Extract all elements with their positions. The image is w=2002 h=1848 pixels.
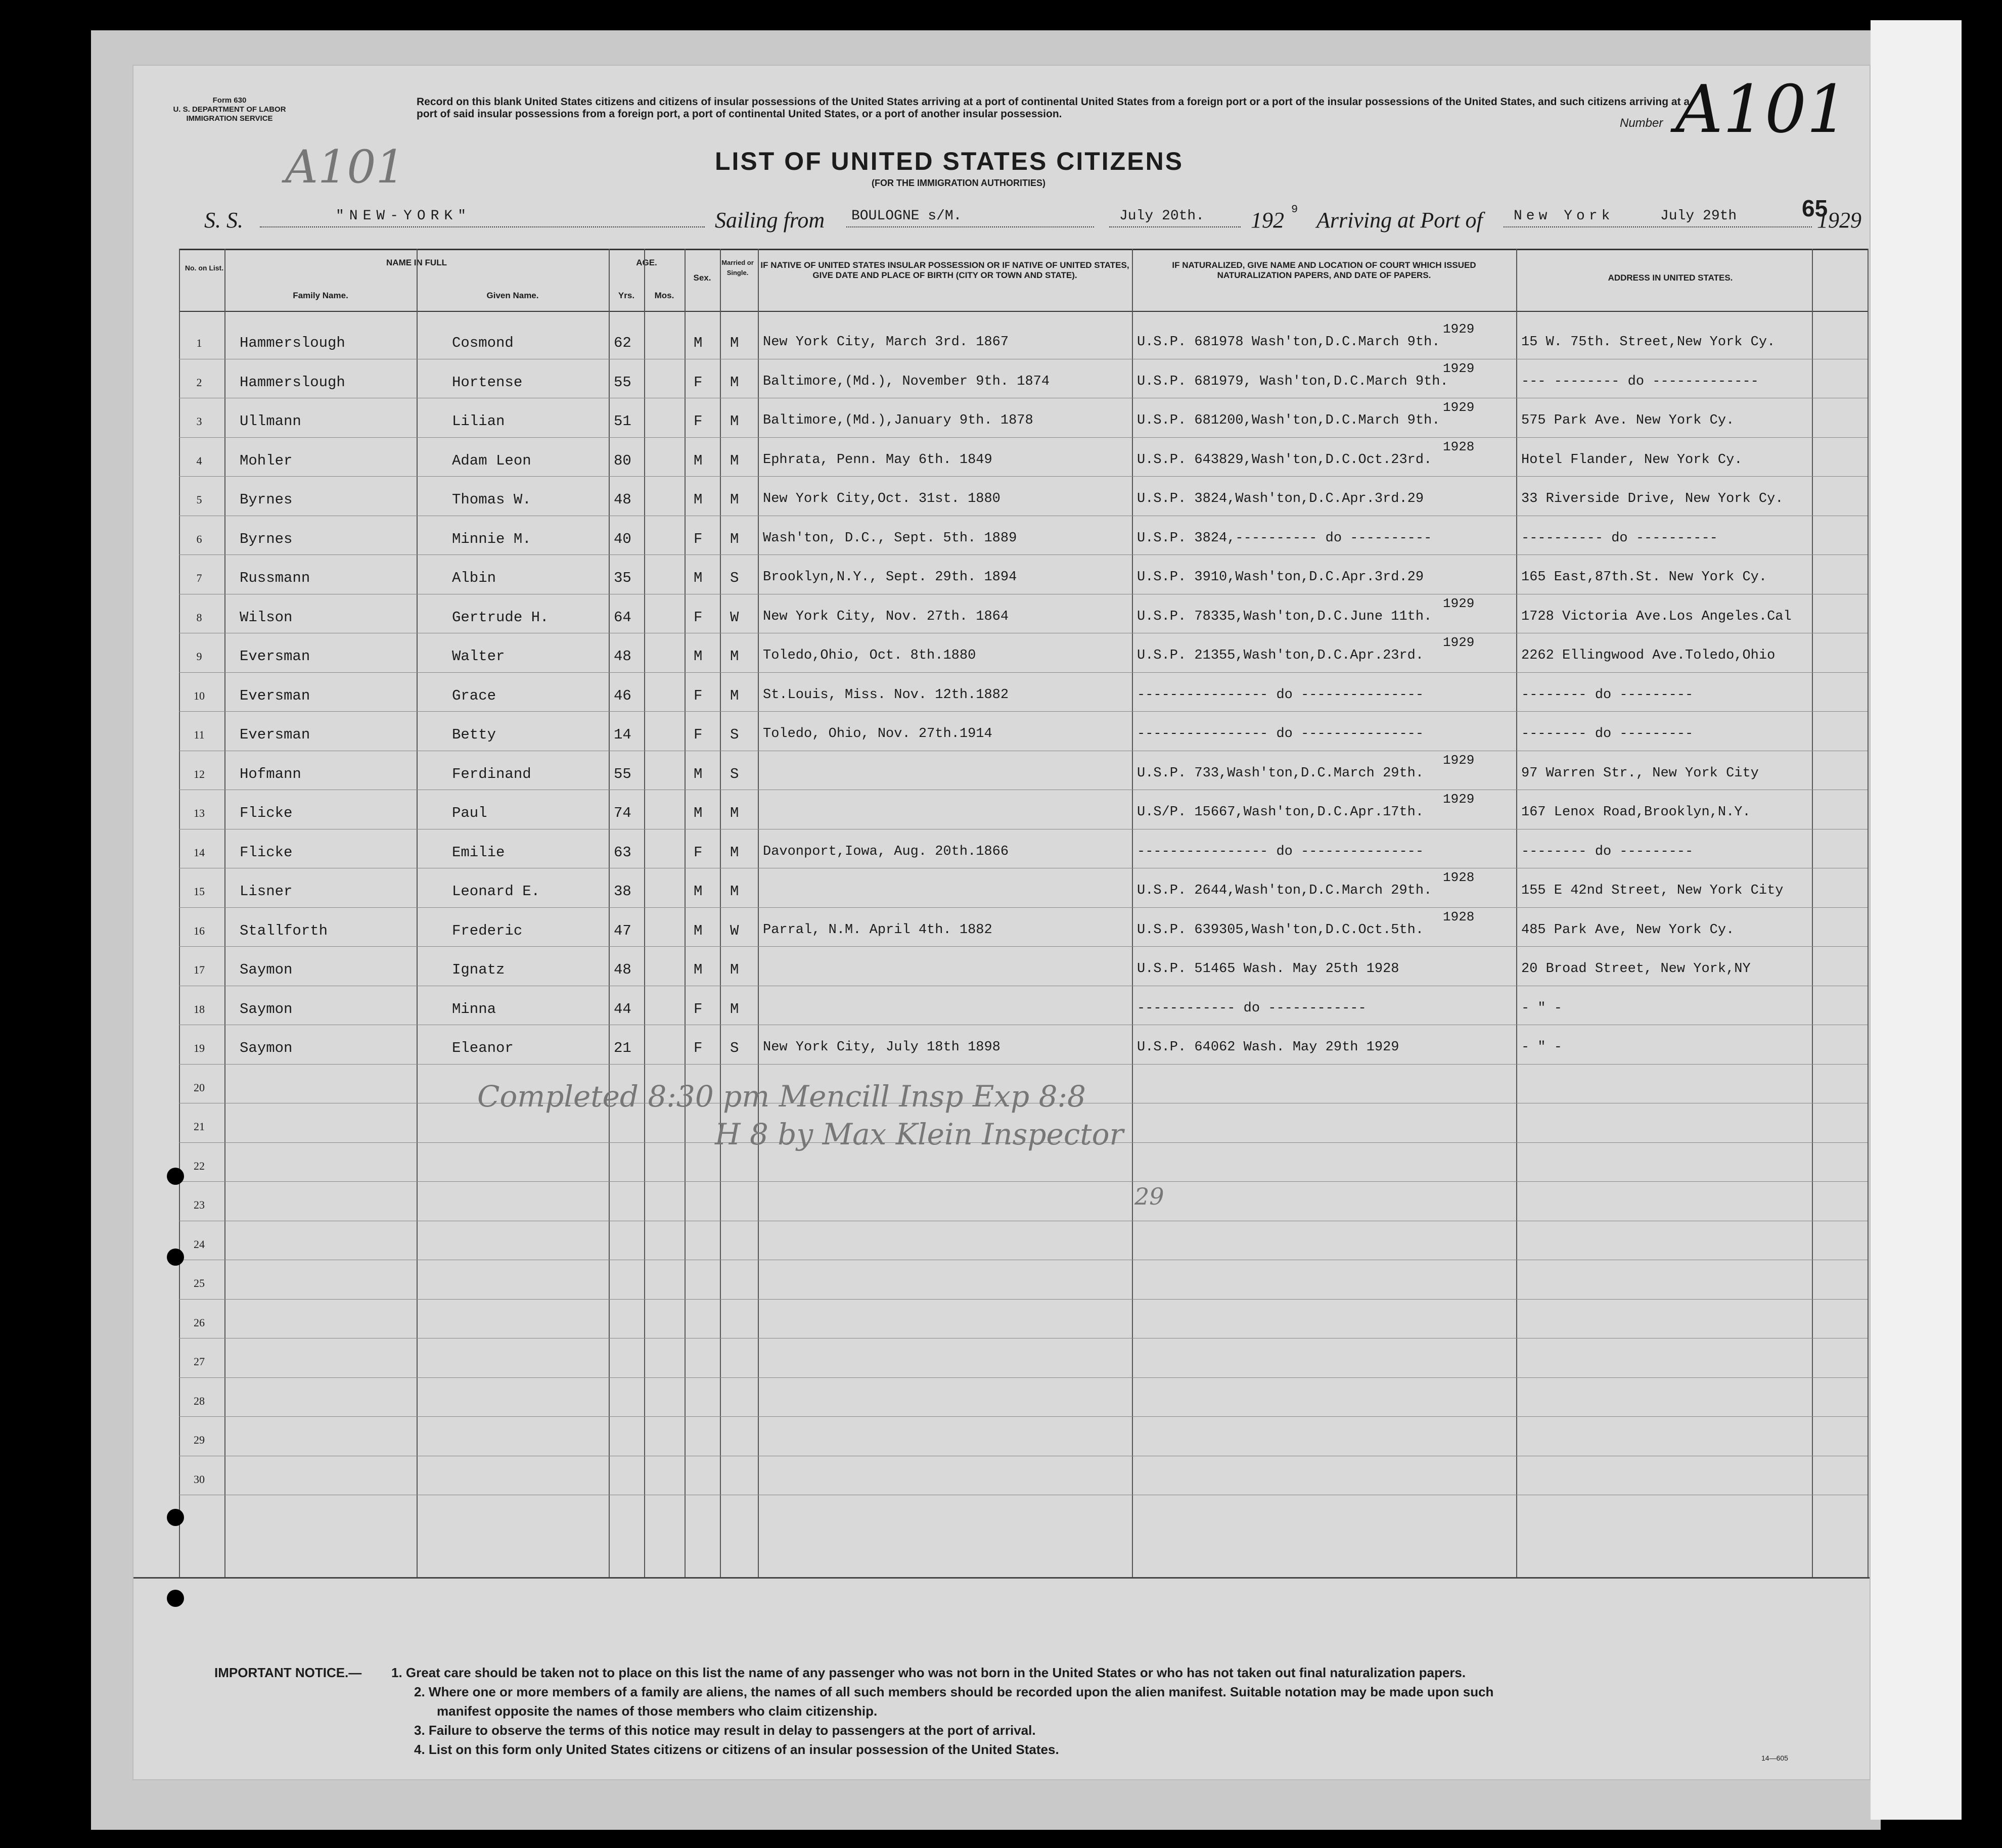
marital-status: M: [730, 413, 739, 430]
page-subtitle: (FOR THE IMMIGRATION AUTHORITIES): [872, 178, 1045, 188]
age-years: 55: [614, 374, 631, 391]
age-years: 44: [614, 1000, 631, 1018]
binder-hole: [167, 1168, 184, 1185]
row-rule: [179, 1064, 1868, 1065]
naturalization-papers: U.S.P. 681200,Wash'ton,D.C.March 9th.: [1137, 413, 1440, 428]
given-name: Minna: [452, 1000, 496, 1018]
row-number: 16: [194, 924, 205, 937]
marital-status: M: [730, 961, 739, 978]
given-name: Grace: [452, 687, 496, 704]
row-number: 28: [194, 1394, 205, 1407]
family-name: Wilson: [240, 609, 293, 626]
notice-item-2: 2. Where one or more members of a family are aliens, the names of all such members should be recorded upon the alien manifest. Suitable notation may be made upon such: [414, 1684, 1494, 1699]
sex: F: [694, 413, 703, 430]
us-address: 165 East,87th.St. New York Cy.: [1521, 570, 1767, 585]
naturalization-year: 1929: [1443, 360, 1475, 376]
ss-label: S. S.: [204, 208, 243, 233]
given-name: Ferdinand: [452, 765, 531, 782]
naturalization-year: 1929: [1443, 321, 1475, 337]
row-number: 22: [194, 1159, 205, 1172]
arriving-label: Arriving at Port of: [1316, 208, 1483, 233]
age-years: 35: [614, 570, 631, 586]
naturalization-year: 1929: [1443, 595, 1475, 611]
row-number: 23: [194, 1198, 205, 1211]
age-years: 62: [614, 335, 631, 351]
sex: M: [694, 491, 703, 508]
row-number: 12: [194, 767, 205, 780]
header-name-in-full: NAME IN FULL: [386, 258, 447, 267]
given-name: Cosmond: [452, 335, 514, 351]
row-number: 5: [196, 493, 202, 506]
us-address: 15 W. 75th. Street,New York Cy.: [1521, 335, 1776, 350]
birth-place-date: Davonport,Iowa, Aug. 20th.1866: [763, 844, 1009, 859]
given-name: Emilie: [452, 844, 505, 861]
row-number: 2: [196, 376, 202, 389]
given-name: Leonard E.: [452, 883, 540, 900]
age-years: 46: [614, 687, 631, 704]
age-years: 48: [614, 491, 631, 508]
arrival-year: 1929: [1817, 208, 1861, 233]
us-address: 33 Riverside Drive, New York Cy.: [1521, 491, 1784, 506]
age-years: 80: [614, 452, 631, 469]
age-years: 40: [614, 530, 631, 547]
us-address: - " -: [1521, 1040, 1563, 1055]
row-number: 13: [194, 807, 205, 819]
given-name: Betty: [452, 726, 496, 743]
given-name: Ignatz: [452, 961, 505, 978]
given-name: Walter: [452, 648, 505, 665]
row-rule: [179, 672, 1868, 673]
sex: M: [694, 452, 703, 469]
sailing-date: July 20th.: [1119, 208, 1205, 224]
naturalization-papers: U.S.P. 78335,Wash'ton,D.C.June 11th.: [1137, 609, 1432, 624]
naturalization-papers: U.S.P. 3824,---------- do ----------: [1137, 530, 1432, 546]
us-address: 2262 Ellingwood Ave.Toledo,Ohio: [1521, 648, 1776, 663]
row-number: 20: [194, 1081, 205, 1094]
marital-status: S: [730, 570, 739, 586]
row-number: 6: [196, 532, 202, 545]
manifest-page: [132, 65, 1871, 1780]
notice-item-2b: manifest opposite the names of those members who claim citizenship.: [437, 1703, 878, 1719]
header-mos: Mos.: [654, 291, 674, 300]
page-number: 65: [1802, 195, 1828, 221]
header-naturalized: IF NATURALIZED, GIVE NAME AND LOCATION OF COURT WHICH ISSUED NATURALIZATION PAPERS, AND DATE OF PAPERS.: [1172, 260, 1476, 280]
year-prefix: 192: [1251, 208, 1284, 233]
header-married: Married or Single.: [721, 259, 754, 276]
row-number: 4: [196, 454, 202, 467]
family-name: Eversman: [240, 726, 310, 743]
notice-item-1: 1. Great care should be taken not to place on this list the name of any passenger who was not born in the United States or who has not taken out final naturalization papers.: [391, 1665, 1466, 1680]
sailing-port: BOULOGNE s/M.: [851, 208, 962, 224]
row-rule: [179, 437, 1868, 438]
birth-place-date: New York City, Nov. 27th. 1864: [763, 609, 1009, 624]
us-address: -------- do ---------: [1521, 726, 1694, 742]
table-bottom-rule: [133, 1577, 1870, 1579]
us-address: 485 Park Ave, New York Cy.: [1521, 922, 1735, 938]
sex: F: [694, 687, 703, 704]
row-number: 24: [194, 1237, 205, 1251]
naturalization-papers: U.S.P. 639305,Wash'ton,D.C.Oct.5th.: [1137, 922, 1424, 938]
naturalization-papers: U.S.P. 3910,Wash'ton,D.C.Apr.3rd.29: [1137, 570, 1424, 585]
us-address: 575 Park Ave. New York Cy.: [1521, 413, 1735, 428]
binder-hole: [167, 1590, 184, 1607]
us-address: 97 Warren Str., New York City: [1521, 765, 1759, 781]
binder-hole: [167, 1509, 184, 1526]
given-name: Thomas W.: [452, 491, 531, 508]
age-years: 64: [614, 609, 631, 626]
naturalization-papers: U.S.P. 643829,Wash'ton,D.C.Oct.23rd.: [1137, 452, 1432, 468]
notice-label: IMPORTANT NOTICE.—: [214, 1665, 362, 1680]
naturalization-papers: ---------------- do ---------------: [1137, 687, 1424, 703]
sex: F: [694, 374, 703, 391]
naturalization-papers: U.S.P. 3824,Wash'ton,D.C.Apr.3rd.29: [1137, 491, 1424, 506]
marital-status: M: [730, 883, 739, 900]
row-number: 1: [196, 337, 202, 349]
inspector-note: H 8 by Max Klein Inspector: [715, 1117, 1124, 1151]
age-years: 38: [614, 883, 631, 900]
completion-note: Completed 8:30 pm Mencill Insp Exp 8:8: [477, 1079, 1086, 1114]
age-years: 48: [614, 648, 631, 665]
given-name: Gertrude H.: [452, 609, 549, 626]
sex: F: [694, 609, 703, 626]
sex: M: [694, 765, 703, 782]
family-name: Stallforth: [240, 922, 328, 939]
marital-status: M: [730, 687, 739, 704]
number-value: A101: [1675, 71, 1849, 148]
row-number: 8: [196, 611, 202, 624]
naturalization-papers: U.S.P. 733,Wash'ton,D.C.March 29th.: [1137, 765, 1424, 781]
us-address: Hotel Flander, New York Cy.: [1521, 452, 1743, 468]
row-number: 14: [194, 846, 205, 859]
us-address: --- -------- do -------------: [1521, 374, 1759, 389]
marital-status: M: [730, 1000, 739, 1018]
row-rule: [179, 1416, 1868, 1417]
marital-status: M: [730, 452, 739, 469]
row-number: 17: [194, 963, 205, 976]
row-number: 21: [194, 1120, 205, 1133]
naturalization-year: 1928: [1443, 439, 1475, 454]
header-no: No. on List.: [185, 264, 224, 272]
row-number: 27: [194, 1355, 205, 1368]
birth-place-date: Toledo,Ohio, Oct. 8th.1880: [763, 648, 976, 663]
notice-item-3: 3. Failure to observe the terms of this notice may result in delay to passengers at the port of arrival.: [414, 1723, 1036, 1738]
row-number: 15: [194, 885, 205, 898]
given-name: Lilian: [452, 413, 505, 430]
header-family-name: Family Name.: [293, 291, 348, 300]
family-name: Ullmann: [240, 413, 301, 430]
family-name: Hammerslough: [240, 374, 345, 391]
family-name: Hofmann: [240, 765, 301, 782]
notice-item-4: 4. List on this form only United States citizens or citizens of an insular possession of the United States.: [414, 1742, 1059, 1757]
family-name: Flicke: [240, 844, 293, 861]
age-years: 48: [614, 961, 631, 978]
header-yrs: Yrs.: [618, 291, 635, 300]
naturalization-year: 1929: [1443, 635, 1475, 650]
binder-hole: [43, 339, 56, 359]
header-address: ADDRESS IN UNITED STATES.: [1608, 273, 1733, 283]
age-years: 14: [614, 726, 631, 743]
marital-status: S: [730, 1040, 739, 1056]
marital-status: M: [730, 648, 739, 665]
form-code: 14—605: [1761, 1754, 1788, 1762]
age-years: 47: [614, 922, 631, 939]
naturalization-papers: U.S.P. 51465 Wash. May 25th 1928: [1137, 961, 1399, 977]
header-birth: IF NATIVE OF UNITED STATES INSULAR POSSESSION OR IF NATIVE OF UNITED STATES, GIVE DATE AND PLACE OF BIRTH (CITY OR TOWN AND STATE).: [760, 260, 1129, 280]
marital-status: M: [730, 805, 739, 821]
marital-status: M: [730, 374, 739, 391]
given-name: Eleanor: [452, 1040, 514, 1056]
ship-name: "NEW-YORK": [336, 208, 472, 224]
row-rule: [179, 476, 1868, 477]
sex: M: [694, 648, 703, 665]
row-rule: [179, 946, 1868, 947]
binder-hole: [43, 260, 56, 281]
form-identifier: [164, 96, 295, 123]
naturalization-papers: U.S.P. 2644,Wash'ton,D.C.March 29th.: [1137, 883, 1432, 898]
birth-place-date: New York City, July 18th 1898: [763, 1040, 1000, 1055]
age-years: 21: [614, 1040, 631, 1056]
naturalization-papers: ---------------- do ---------------: [1137, 726, 1424, 742]
us-address: 1728 Victoria Ave.Los Angeles.Cal: [1521, 609, 1792, 624]
page-title: LIST OF UNITED STATES CITIZENS: [715, 147, 1184, 175]
binder-hole: [43, 677, 60, 695]
row-rule: [179, 711, 1868, 712]
row-rule: [179, 1377, 1868, 1378]
row-number: 29: [194, 1434, 205, 1446]
arrival-port: New York: [1514, 208, 1614, 224]
row-number: 30: [194, 1472, 205, 1486]
sex: M: [694, 961, 703, 978]
given-name: Hortense: [452, 374, 523, 391]
marital-status: M: [730, 491, 739, 508]
naturalization-papers: U.S.P. 64062 Wash. May 29th 1929: [1137, 1040, 1399, 1055]
birth-place-date: Wash'ton, D.C., Sept. 5th. 1889: [763, 530, 1017, 546]
naturalization-year: 1928: [1443, 909, 1475, 925]
margin-note: A101: [285, 141, 405, 194]
binder-hole: [43, 596, 60, 614]
family-name: Hammerslough: [240, 335, 345, 351]
marital-status: S: [730, 765, 739, 782]
row-rule: [179, 1299, 1868, 1300]
birth-place-date: Ephrata, Penn. May 6th. 1849: [763, 452, 992, 468]
family-name: Saymon: [240, 961, 293, 978]
birth-place-date: St.Louis, Miss. Nov. 12th.1882: [763, 687, 1009, 703]
family-name: Eversman: [240, 687, 310, 704]
sex: F: [694, 844, 703, 861]
age-years: 63: [614, 844, 631, 861]
arrival-date: July 29th: [1660, 208, 1737, 224]
header-age: AGE.: [636, 258, 657, 267]
passenger-count: 29: [1134, 1183, 1164, 1210]
naturalization-papers: U.S/P. 15667,Wash'ton,D.C.Apr.17th.: [1137, 805, 1424, 820]
family-name: Lisner: [240, 883, 293, 900]
given-name: Albin: [452, 570, 496, 586]
back-page-edge: [1871, 20, 1962, 1820]
sex: F: [694, 1040, 703, 1056]
given-name: Adam Leon: [452, 452, 531, 469]
naturalization-year: 1929: [1443, 792, 1475, 807]
family-name: Saymon: [240, 1040, 293, 1056]
birth-place-date: Baltimore,(Md.), November 9th. 1874: [763, 374, 1050, 389]
naturalization-year: 1929: [1443, 752, 1475, 768]
sex: M: [694, 805, 703, 821]
given-name: Frederic: [452, 922, 523, 939]
family-name: Byrnes: [240, 530, 293, 547]
sex: M: [694, 570, 703, 586]
naturalization-year: 1928: [1443, 870, 1475, 885]
sex: M: [694, 335, 703, 351]
header-given-name: Given Name.: [486, 291, 539, 300]
row-number: 18: [194, 1002, 205, 1015]
age-years: 51: [614, 413, 631, 430]
family-name: Russmann: [240, 570, 310, 586]
sex: M: [694, 883, 703, 900]
given-name: Minnie M.: [452, 530, 531, 547]
birth-place-date: New York City, March 3rd. 1867: [763, 335, 1009, 350]
naturalization-papers: U.S.P. 681979, Wash'ton,D.C.March 9th.: [1137, 374, 1448, 389]
row-rule: [179, 1181, 1868, 1182]
us-address: 167 Lenox Road,Brooklyn,N.Y.: [1521, 805, 1751, 820]
row-number: 10: [194, 689, 205, 702]
row-rule: [179, 907, 1868, 908]
row-number: 7: [196, 572, 202, 584]
row-number: 9: [196, 650, 202, 663]
row-number: 26: [194, 1316, 205, 1329]
department: U. S. DEPARTMENT OF LABOR: [173, 105, 286, 114]
sex: F: [694, 726, 703, 743]
sex: F: [694, 530, 703, 547]
marital-status: M: [730, 530, 739, 547]
family-name: Byrnes: [240, 491, 293, 508]
marital-status: W: [730, 609, 739, 626]
birth-place-date: Brooklyn,N.Y., Sept. 29th. 1894: [763, 570, 1017, 585]
binder-hole: [167, 1249, 184, 1266]
form-instructions: Record on this blank United States citizens and citizens of insular possessions of the United States arriving at a port of continental United States from a foreign port or a port of the insular possessions of the United States, and such citizens arriving at a port of said insular possessions from a foreign port, a port of continental United States, or a port of another insular possession.: [417, 96, 1690, 120]
us-address: 155 E 42nd Street, New York City: [1521, 883, 1784, 898]
us-address: -------- do ---------: [1521, 844, 1694, 859]
naturalization-year: 1929: [1443, 400, 1475, 415]
naturalization-papers: U.S.P. 681978 Wash'ton,D.C.March 9th.: [1137, 335, 1440, 350]
header-sex: Sex.: [693, 273, 711, 283]
us-address: ---------- do ----------: [1521, 530, 1718, 546]
birth-place-date: New York City,Oct. 31st. 1880: [763, 491, 1000, 506]
number-label: Number: [1620, 116, 1663, 130]
marital-status: M: [730, 844, 739, 861]
family-name: Flicke: [240, 805, 293, 821]
age-years: 55: [614, 765, 631, 782]
row-number: 19: [194, 1042, 205, 1054]
year-digit: 9: [1291, 203, 1298, 216]
sex: F: [694, 1000, 703, 1018]
sex: M: [694, 922, 703, 939]
us-address: - " -: [1521, 1000, 1563, 1016]
service: IMMIGRATION SERVICE: [186, 114, 273, 123]
birth-place-date: Baltimore,(Md.),January 9th. 1878: [763, 413, 1033, 428]
family-name: Mohler: [240, 452, 293, 469]
naturalization-papers: ------------ do ------------: [1137, 1000, 1367, 1016]
form-number: Form 630: [212, 96, 247, 105]
birth-place-date: Parral, N.M. April 4th. 1882: [763, 922, 992, 938]
marital-status: W: [730, 922, 739, 939]
marital-status: S: [730, 726, 739, 743]
birth-place-date: Toledo, Ohio, Nov. 27th.1914: [763, 726, 992, 742]
row-number: 3: [196, 415, 202, 428]
row-number: 11: [194, 728, 205, 741]
us-address: 20 Broad Street, New York,NY: [1521, 961, 1751, 977]
sailing-label: Sailing from: [715, 208, 825, 233]
given-name: Paul: [452, 805, 487, 821]
family-name: Eversman: [240, 648, 310, 665]
us-address: -------- do ---------: [1521, 687, 1694, 703]
naturalization-papers: U.S.P. 21355,Wash'ton,D.C.Apr.23rd.: [1137, 648, 1424, 663]
family-name: Saymon: [240, 1000, 293, 1018]
age-years: 74: [614, 805, 631, 821]
row-number: 25: [194, 1277, 205, 1289]
marital-status: M: [730, 335, 739, 351]
naturalization-papers: ---------------- do ---------------: [1137, 844, 1424, 859]
